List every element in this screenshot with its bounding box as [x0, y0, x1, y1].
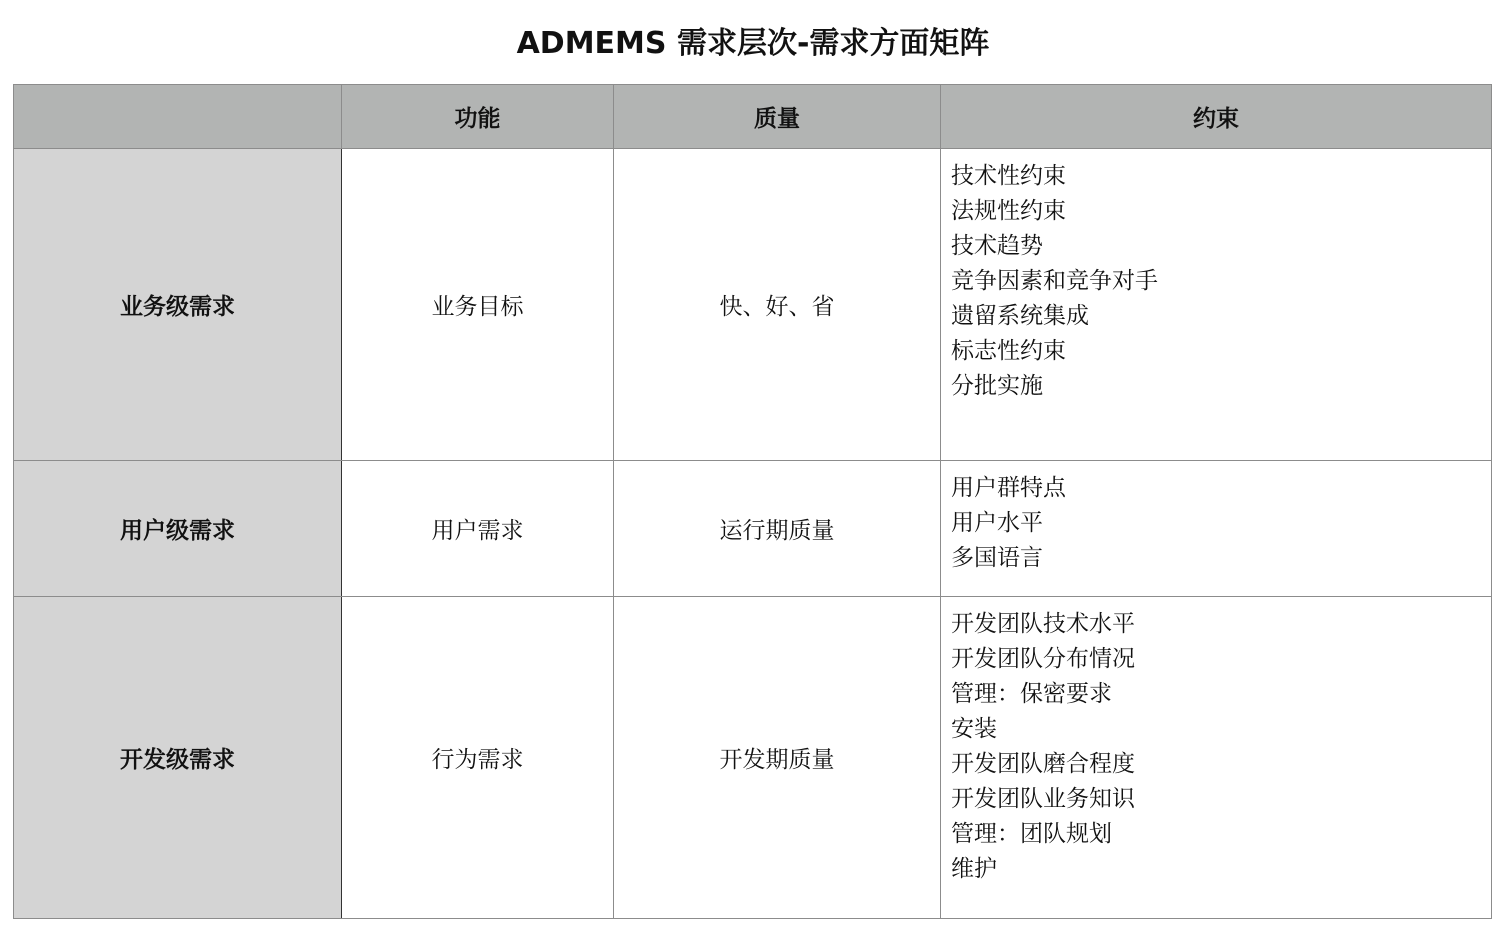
constraint-item: 安装 — [951, 716, 997, 742]
constraint-item: 开发团队磨合程度 — [951, 751, 1135, 777]
cell-function: 业务目标 — [342, 149, 614, 461]
table-row — [14, 149, 1492, 461]
row-label-business: 业务级需求 — [14, 149, 342, 461]
constraint-item: 分批实施 — [951, 373, 1043, 399]
table-row — [14, 461, 1492, 597]
constraint-item: 遗留系统集成 — [951, 303, 1089, 329]
page-title: ADMEMS 需求层次-需求方面矩阵 — [516, 26, 990, 61]
cell-quality: 运行期质量 — [614, 461, 941, 597]
header-quality: 质量 — [614, 85, 941, 149]
constraint-item: 用户群特点 — [951, 475, 1066, 501]
constraint-item: 维护 — [951, 856, 997, 882]
header-corner — [14, 85, 342, 149]
constraint-item: 标志性约束 — [951, 338, 1066, 364]
row-label-user: 用户级需求 — [14, 461, 342, 597]
constraint-item: 技术性约束 — [951, 163, 1066, 189]
cell-constraints — [941, 149, 1492, 461]
table-row — [14, 597, 1492, 919]
constraint-item: 开发团队业务知识 — [951, 786, 1135, 812]
cell-quality: 开发期质量 — [614, 597, 941, 919]
header-row — [14, 85, 1492, 149]
cell-quality: 快、好、省 — [614, 149, 941, 461]
constraint-item: 管理：保密要求 — [951, 681, 1112, 707]
cell-constraints — [941, 461, 1492, 597]
constraint-item: 竞争因素和竞争对手 — [951, 268, 1158, 294]
constraint-item: 技术趋势 — [951, 233, 1043, 259]
cell-function: 用户需求 — [342, 461, 614, 597]
cell-constraints — [941, 597, 1492, 919]
constraint-item: 管理：团队规划 — [951, 821, 1112, 847]
header-function: 功能 — [342, 85, 614, 149]
constraint-item: 开发团队技术水平 — [951, 611, 1135, 637]
constraint-item: 法规性约束 — [951, 198, 1066, 224]
header-constraints: 约束 — [941, 85, 1492, 149]
row-label-development: 开发级需求 — [14, 597, 342, 919]
cell-function: 行为需求 — [342, 597, 614, 919]
constraint-item: 用户水平 — [951, 510, 1043, 536]
constraint-item: 多国语言 — [951, 545, 1043, 571]
constraint-item: 开发团队分布情况 — [951, 646, 1135, 672]
requirements-matrix-table — [13, 84, 1492, 919]
